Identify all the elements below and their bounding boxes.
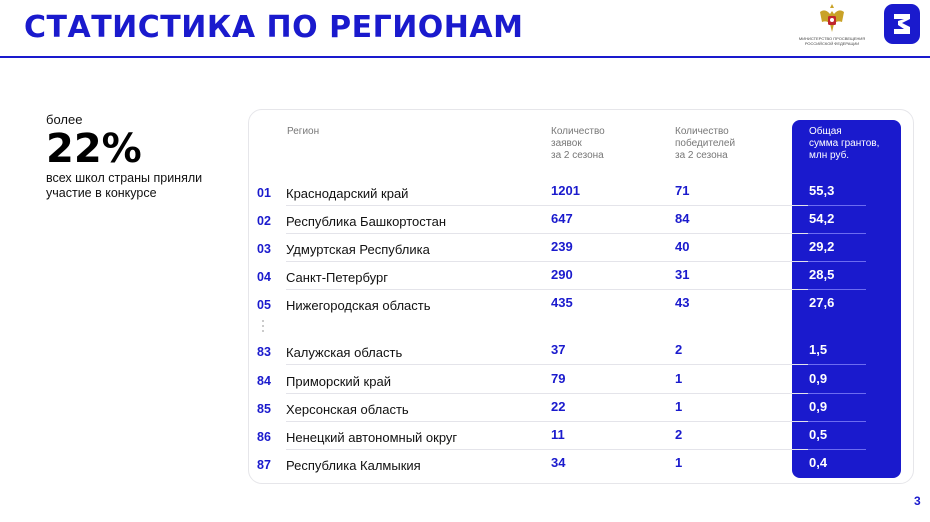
stat-block <box>46 112 236 201</box>
cell-applications: 239 <box>551 239 573 254</box>
table-row <box>256 178 866 206</box>
table-row <box>256 422 866 450</box>
page-number: 3 <box>914 494 921 508</box>
cell-applications: 37 <box>551 342 566 357</box>
grants-row-divider <box>808 261 866 262</box>
cell-rank: 05 <box>257 298 271 312</box>
cell-rank: 01 <box>257 186 271 200</box>
cell-winners: 1 <box>675 371 683 386</box>
cell-rank: 84 <box>257 374 271 388</box>
header-winners: Количество победителей за 2 сезона <box>675 126 736 161</box>
grants-row-divider <box>808 393 866 394</box>
header-region: Регион <box>287 126 320 137</box>
rows-gap-ellipsis <box>262 320 266 335</box>
stat-value: 22% <box>46 126 142 172</box>
cell-grants: 0,4 <box>809 455 828 470</box>
grants-row-divider <box>808 364 866 365</box>
table-row <box>256 234 866 262</box>
cell-applications: 79 <box>551 371 566 386</box>
cell-grants: 54,2 <box>809 211 835 226</box>
cell-applications: 435 <box>551 295 573 310</box>
cell-applications: 22 <box>551 399 566 414</box>
cell-grants: 55,3 <box>809 183 835 198</box>
cell-region: Нижегородская область <box>286 298 431 313</box>
cell-region: Ненецкий автономный округ <box>286 430 458 445</box>
cell-rank: 87 <box>257 458 271 472</box>
row-divider <box>286 364 866 365</box>
ministry-logo <box>798 2 866 46</box>
header-rule <box>0 56 930 58</box>
grants-row-divider <box>808 289 866 290</box>
cell-region: Калужская область <box>286 345 403 360</box>
cell-winners: 2 <box>675 342 683 357</box>
cell-winners: 43 <box>675 295 690 310</box>
table-row <box>256 394 866 422</box>
ministry-name: МИНИСТЕРСТВО ПРОСВЕЩЕНИЯ РОССИЙСКОЙ ФЕДЕРАЦИИ <box>798 36 866 46</box>
grants-row-divider <box>808 421 866 422</box>
table-row <box>256 206 866 234</box>
cell-rank: 85 <box>257 402 271 416</box>
stat-caption: всех школ страны приняли участие в конкурсе <box>46 171 203 200</box>
cell-region: Республика Башкортостан <box>286 214 446 229</box>
grants-row-divider <box>808 205 866 206</box>
header-grants: Общая сумма грантов, млн руб. <box>809 126 880 161</box>
header-applications: Количество заявок за 2 сезона <box>551 126 605 161</box>
cell-rank: 86 <box>257 430 271 444</box>
cell-region: Приморский край <box>286 374 391 389</box>
cell-grants: 27,6 <box>809 295 835 310</box>
cell-winners: 1 <box>675 455 683 470</box>
cell-applications: 34 <box>551 455 566 470</box>
cell-region: Удмуртская Республика <box>286 242 430 257</box>
cell-rank: 02 <box>257 214 271 228</box>
cell-applications: 11 <box>551 427 565 442</box>
table-row <box>256 290 866 318</box>
cell-winners: 71 <box>675 183 690 198</box>
table-row <box>256 262 866 290</box>
cell-rank: 83 <box>257 345 271 359</box>
cell-region: Краснодарский край <box>286 186 409 201</box>
grants-row-divider <box>808 449 866 450</box>
brand-logo-icon <box>884 4 920 44</box>
cell-applications: 1201 <box>551 183 580 198</box>
cell-grants: 28,5 <box>809 267 835 282</box>
cell-grants: 0,9 <box>809 399 828 414</box>
cell-applications: 647 <box>551 211 573 226</box>
cell-rank: 03 <box>257 242 271 256</box>
eagle-emblem-icon <box>817 2 847 36</box>
cell-winners: 40 <box>675 239 690 254</box>
cell-region: Республика Калмыкия <box>286 458 421 473</box>
cell-region: Херсонская область <box>286 402 409 417</box>
table-row <box>256 337 866 365</box>
cell-winners: 1 <box>675 399 683 414</box>
cell-winners: 84 <box>675 211 690 226</box>
cell-winners: 31 <box>675 267 690 282</box>
table-row <box>256 366 866 394</box>
table-row <box>256 450 866 478</box>
cell-applications: 290 <box>551 267 573 282</box>
cell-grants: 29,2 <box>809 239 835 254</box>
stat-prefix: более <box>46 112 83 127</box>
cell-region: Санкт-Петербург <box>286 270 388 285</box>
cell-grants: 1,5 <box>809 342 828 357</box>
cell-grants: 0,9 <box>809 371 828 386</box>
cell-grants: 0,5 <box>809 427 828 442</box>
grants-row-divider <box>808 233 866 234</box>
cell-winners: 2 <box>675 427 683 442</box>
cell-rank: 04 <box>257 270 271 284</box>
page-title: СТАТИСТИКА ПО РЕГИОНАМ <box>24 10 524 45</box>
